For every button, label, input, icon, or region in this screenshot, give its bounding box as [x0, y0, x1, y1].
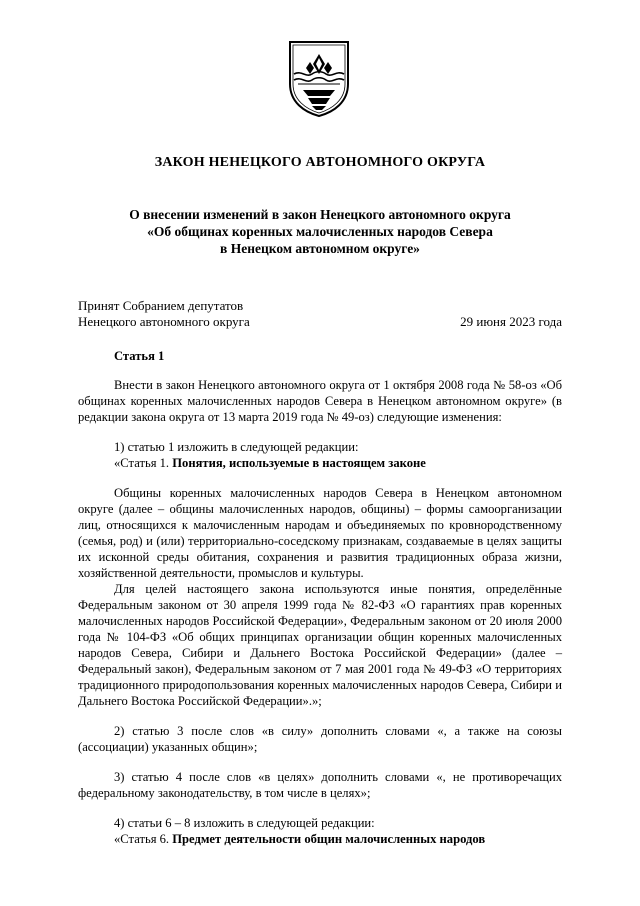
law-body	[78, 348, 562, 847]
terms-paragraph: Для целей настоящего закона используются иные понятия, определённые Федеральным законом от 30 апреля 1999 года № 82-ФЗ «О гарантиях прав коренных малочисленных народов Российской Федерации», Федеральным законом от 20 июля 2000 года № 104-ФЗ «Об общих принципах организации общин коренных малочисленных народов Севера, Сибири и Дальнего Востока Российской Федерации» (далее – Федеральный закон), Федеральным законом от 7 мая 2001 года № 49-ФЗ «О территориях традиционного природопользования коренных малочисленных народов Севера, Сибири и Дальнего Востока Российской Федерации».»;	[78, 582, 562, 708]
article-1-title: Понятия, используемые в настоящем законе	[172, 456, 426, 470]
adopted-date: 29 июня 2023 года	[460, 314, 562, 329]
item-4-line-2	[78, 831, 562, 847]
item-4-prefix: «Статья 6.	[114, 832, 173, 846]
item-1-line-1: 1) статью 1 изложить в следующей редакции:	[114, 440, 359, 454]
item-4-line-1: 4) статьи 6 – 8 изложить в следующей редакции:	[114, 816, 375, 830]
item-1-line-2	[78, 455, 562, 471]
item-2-paragraph: 2) статью 3 после слов «в силу» дополнить словами «, а также на союзы (ассоциации) указанных общин»;	[78, 724, 562, 754]
subject-line-1: О внесении изменений в закон Ненецкого автономного округа	[129, 207, 511, 222]
adopted-line-1: Принят Собранием депутатов	[78, 298, 244, 313]
adopted-by	[78, 298, 250, 330]
item-3-paragraph: 3) статью 4 после слов «в целях» дополнить словами «, не противоречащих федеральному законодательству, в том числе в целях»;	[78, 770, 562, 800]
article-6-title: Предмет деятельности общин малочисленных народов	[172, 832, 486, 846]
law-subject	[60, 206, 580, 257]
coat-of-arms-emblem-icon	[288, 40, 350, 118]
item-1-prefix: «Статья 1.	[114, 456, 173, 470]
law-title: ЗАКОН НЕНЕЦКОГО АВТОНОМНОГО ОКРУГА	[154, 155, 486, 170]
subject-line-3: в Ненецком автономном округе»	[220, 241, 420, 256]
intro-paragraph: Внести в закон Ненецкого автономного округа от 1 октября 2008 года № 58-оз «Об общинах коренных малочисленных народов Севера в Ненецком автономном округе» (в редакции закона округа от 13 марта 2019 года № 49-оз) следующие изменения:	[78, 378, 562, 424]
adopted-line-2: Ненецкого автономного округа	[78, 314, 250, 329]
subject-line-2: «Об общинах коренных малочисленных народов Севера	[147, 224, 493, 239]
article-1-heading: Статья 1	[114, 349, 165, 363]
communities-paragraph: Общины коренных малочисленных народов Севера в Ненецком автономном округе (далее – общины малочисленных народов, общины) – формы самоорганизации лиц, относящихся к малочисленным народам и объединяемых по кровнородственному (семья, род) и (или) территориально-соседскому признакам, создаваемые в целях защиты их исконной среды обитания, сохранения и развития традиционных образа жизни, хозяйственной деятельности, промыслов и культуры.	[78, 486, 562, 580]
